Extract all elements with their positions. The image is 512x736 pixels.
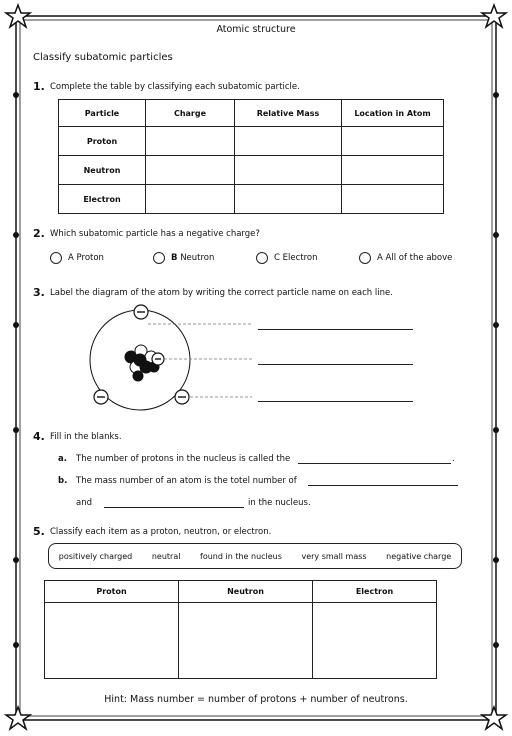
question-text: Classify each item as a proton, neutron, or electron. (50, 527, 272, 537)
answer-cell[interactable] (146, 127, 235, 156)
option-b[interactable] (153, 252, 214, 264)
option-label: All of the above (385, 253, 453, 263)
question-number: 3. (33, 286, 45, 299)
label-line[interactable] (258, 401, 413, 402)
radio-circle-icon[interactable] (359, 252, 371, 264)
answer-blank[interactable] (298, 463, 451, 464)
question-number: 4. (33, 430, 45, 443)
option-d[interactable] (359, 252, 452, 264)
fill-text: in the nucleus. (248, 498, 311, 508)
radio-circle-icon[interactable] (153, 252, 165, 264)
option-a[interactable] (50, 252, 104, 264)
option-letter: C (274, 253, 280, 263)
answer-blank[interactable] (104, 507, 244, 508)
word-bank-item[interactable]: negative charge (386, 551, 452, 561)
word-bank-item[interactable]: found in the nucleus (200, 551, 282, 561)
radio-circle-icon[interactable] (256, 252, 268, 264)
atom-diagram (80, 300, 280, 420)
radio-circle-icon[interactable] (50, 252, 62, 264)
fill-text: and (76, 498, 92, 508)
table-header: Proton (45, 581, 179, 603)
table-row-label: Electron (59, 185, 146, 214)
fill-text: The number of protons in the nucleus is called the (76, 454, 291, 464)
label-line[interactable] (258, 329, 413, 330)
option-label: Proton (76, 253, 104, 263)
question-text: Fill in the blanks. (50, 432, 122, 442)
answer-cell[interactable] (342, 127, 444, 156)
sort-table (44, 580, 437, 679)
answer-cell[interactable] (342, 185, 444, 214)
answer-cell[interactable] (146, 185, 235, 214)
part-letter: b. (58, 476, 68, 486)
answer-cell[interactable] (342, 156, 444, 185)
option-letter: A (377, 253, 383, 263)
question-text: Label the diagram of the atom by writing the correct particle name on each line. (50, 288, 393, 298)
table-header: Location in Atom (342, 100, 444, 127)
table-header: Relative Mass (235, 100, 342, 127)
answer-cell[interactable] (235, 185, 342, 214)
sort-column-cell[interactable] (313, 603, 437, 679)
fill-text: . (452, 454, 455, 464)
option-c[interactable] (256, 252, 318, 264)
table-row-label: Neutron (59, 156, 146, 185)
word-bank-item[interactable]: positively charged (58, 551, 133, 561)
table-row-label: Proton (59, 127, 146, 156)
part-letter: a. (58, 454, 67, 464)
option-letter: B (171, 253, 178, 263)
answer-cell[interactable] (235, 156, 342, 185)
table-header: Charge (146, 100, 235, 127)
worksheet-subtitle: Classify subatomic particles (33, 52, 173, 63)
question-text: Which subatomic particle has a negative charge? (50, 229, 260, 239)
answer-cell[interactable] (235, 127, 342, 156)
word-bank (48, 543, 462, 569)
question-text: Complete the table by classifying each subatomic particle. (50, 82, 300, 92)
table-header: Neutron (179, 581, 313, 603)
hint-text: Hint: Mass number = number of protons + number of neutrons. (104, 694, 408, 705)
option-label: Neutron (180, 253, 215, 263)
question-number: 1. (33, 80, 45, 93)
word-bank-item[interactable]: very small mass (301, 551, 367, 561)
table-header: Particle (59, 100, 146, 127)
option-letter: A (68, 253, 74, 263)
answer-cell[interactable] (146, 156, 235, 185)
classification-table (58, 99, 444, 214)
option-label: Electron (282, 253, 318, 263)
table-header: Electron (313, 581, 437, 603)
sort-column-cell[interactable] (179, 603, 313, 679)
answer-blank[interactable] (308, 485, 458, 486)
sort-column-cell[interactable] (45, 603, 179, 679)
question-number: 2. (33, 227, 45, 240)
question-number: 5. (33, 525, 45, 538)
worksheet-title: Atomic structure (216, 24, 296, 35)
label-line[interactable] (258, 364, 413, 365)
word-bank-item[interactable]: neutral (151, 551, 181, 561)
fill-text: The mass number of an atom is the totel number of (76, 476, 297, 486)
